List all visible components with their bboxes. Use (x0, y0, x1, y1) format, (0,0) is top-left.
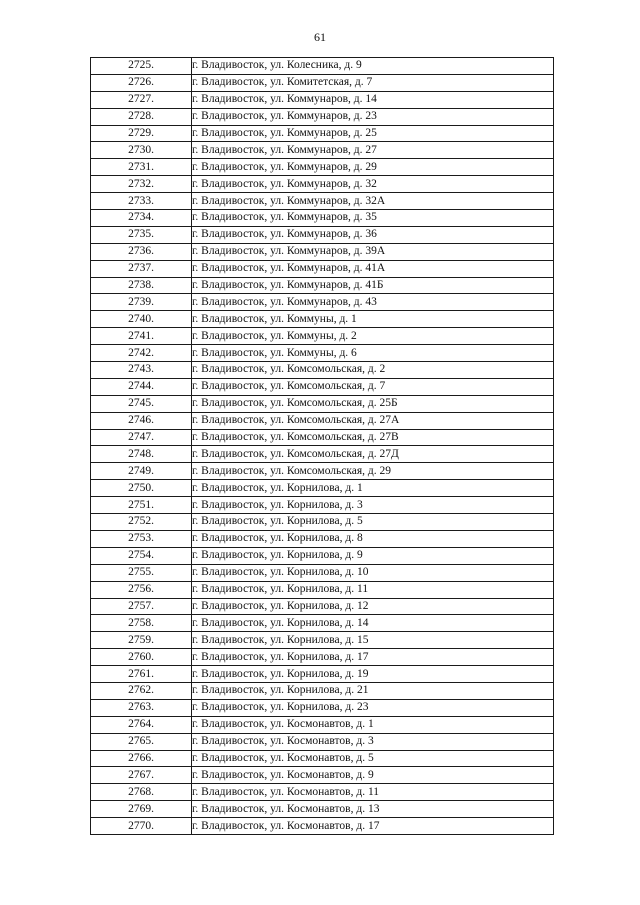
table-row (91, 632, 554, 649)
address-cell: г. Владивосток, ул. Коммунаров, д. 23 (192, 108, 554, 125)
row-number-cell: 2741. (91, 328, 192, 345)
address-cell: г. Владивосток, ул. Корнилова, д. 1 (192, 480, 554, 497)
table-row (91, 378, 554, 395)
address-cell: г. Владивосток, ул. Космонавтов, д. 9 (192, 767, 554, 784)
table-row (91, 125, 554, 142)
table-row (91, 530, 554, 547)
table-row (91, 733, 554, 750)
address-cell: г. Владивосток, ул. Космонавтов, д. 3 (192, 733, 554, 750)
address-cell: г. Владивосток, ул. Комсомольская, д. 27Д (192, 446, 554, 463)
table-row (91, 767, 554, 784)
row-number-cell: 2764. (91, 716, 192, 733)
row-number-cell: 2735. (91, 226, 192, 243)
row-number-cell: 2765. (91, 733, 192, 750)
address-cell: г. Владивосток, ул. Корнилова, д. 8 (192, 530, 554, 547)
address-cell: г. Владивосток, ул. Корнилова, д. 12 (192, 598, 554, 615)
table-row (91, 598, 554, 615)
table-row (91, 497, 554, 514)
row-number-cell: 2753. (91, 530, 192, 547)
table-row (91, 818, 554, 835)
table-row (91, 463, 554, 480)
address-cell: г. Владивосток, ул. Коммунаров, д. 43 (192, 294, 554, 311)
table-row (91, 480, 554, 497)
row-number-cell: 2768. (91, 784, 192, 801)
row-number-cell: 2730. (91, 142, 192, 159)
table-row (91, 108, 554, 125)
table-row (91, 210, 554, 227)
row-number-cell: 2743. (91, 362, 192, 379)
address-cell: г. Владивосток, ул. Космонавтов, д. 11 (192, 784, 554, 801)
row-number-cell: 2752. (91, 514, 192, 531)
row-number-cell: 2756. (91, 581, 192, 598)
table-row (91, 328, 554, 345)
table-row (91, 142, 554, 159)
address-cell: г. Владивосток, ул. Коммунаров, д. 36 (192, 226, 554, 243)
row-number-cell: 2737. (91, 260, 192, 277)
row-number-cell: 2767. (91, 767, 192, 784)
row-number-cell: 2739. (91, 294, 192, 311)
address-cell: г. Владивосток, ул. Коммуны, д. 6 (192, 345, 554, 362)
table-row (91, 564, 554, 581)
table-row (91, 260, 554, 277)
address-cell: г. Владивосток, ул. Комсомольская, д. 7 (192, 378, 554, 395)
table-row (91, 784, 554, 801)
row-number-cell: 2734. (91, 210, 192, 227)
row-number-cell: 2746. (91, 412, 192, 429)
address-cell: г. Владивосток, ул. Коммуны, д. 2 (192, 328, 554, 345)
table-row (91, 547, 554, 564)
table-row (91, 243, 554, 260)
address-cell: г. Владивосток, ул. Корнилова, д. 9 (192, 547, 554, 564)
table-row (91, 429, 554, 446)
address-cell: г. Владивосток, ул. Коммунаров, д. 14 (192, 91, 554, 108)
row-number-cell: 2742. (91, 345, 192, 362)
row-number-cell: 2761. (91, 666, 192, 683)
row-number-cell: 2729. (91, 125, 192, 142)
row-number-cell: 2740. (91, 311, 192, 328)
row-number-cell: 2731. (91, 159, 192, 176)
address-cell: г. Владивосток, ул. Коммуны, д. 1 (192, 311, 554, 328)
address-cell: г. Владивосток, ул. Корнилова, д. 14 (192, 615, 554, 632)
row-number-cell: 2760. (91, 649, 192, 666)
table-row (91, 699, 554, 716)
address-cell: г. Владивосток, ул. Коммунаров, д. 27 (192, 142, 554, 159)
address-table-body (91, 58, 554, 835)
table-row (91, 395, 554, 412)
row-number-cell: 2750. (91, 480, 192, 497)
row-number-cell: 2755. (91, 564, 192, 581)
address-cell: г. Владивосток, ул. Коммунаров, д. 41А (192, 260, 554, 277)
table-row (91, 514, 554, 531)
table-row (91, 159, 554, 176)
address-cell: г. Владивосток, ул. Космонавтов, д. 17 (192, 818, 554, 835)
table-row (91, 682, 554, 699)
row-number-cell: 2754. (91, 547, 192, 564)
row-number-cell: 2770. (91, 818, 192, 835)
address-cell: г. Владивосток, ул. Коммунаров, д. 39А (192, 243, 554, 260)
table-row (91, 176, 554, 193)
row-number-cell: 2748. (91, 446, 192, 463)
address-cell: г. Владивосток, ул. Комсомольская, д. 29 (192, 463, 554, 480)
row-number-cell: 2726. (91, 74, 192, 91)
address-cell: г. Владивосток, ул. Корнилова, д. 23 (192, 699, 554, 716)
address-cell: г. Владивосток, ул. Колесника, д. 9 (192, 58, 554, 75)
address-cell: г. Владивосток, ул. Комсомольская, д. 2 (192, 362, 554, 379)
address-cell: г. Владивосток, ул. Космонавтов, д. 5 (192, 750, 554, 767)
table-row (91, 226, 554, 243)
page-number: 61 (314, 30, 326, 44)
address-cell: г. Владивосток, ул. Корнилова, д. 3 (192, 497, 554, 514)
row-number-cell: 2747. (91, 429, 192, 446)
row-number-cell: 2745. (91, 395, 192, 412)
address-cell: г. Владивосток, ул. Комсомольская, д. 27А (192, 412, 554, 429)
row-number-cell: 2728. (91, 108, 192, 125)
row-number-cell: 2738. (91, 277, 192, 294)
address-cell: г. Владивосток, ул. Космонавтов, д. 13 (192, 801, 554, 818)
row-number-cell: 2744. (91, 378, 192, 395)
table-row (91, 716, 554, 733)
address-cell: г. Владивосток, ул. Коммунаров, д. 29 (192, 159, 554, 176)
row-number-cell: 2732. (91, 176, 192, 193)
address-cell: г. Владивосток, ул. Коммунаров, д. 35 (192, 210, 554, 227)
table-row (91, 649, 554, 666)
table-row (91, 801, 554, 818)
table-row (91, 446, 554, 463)
table-row (91, 294, 554, 311)
address-cell: г. Владивосток, ул. Коммунаров, д. 41Б (192, 277, 554, 294)
address-cell: г. Владивосток, ул. Коммунаров, д. 25 (192, 125, 554, 142)
table-row (91, 666, 554, 683)
row-number-cell: 2769. (91, 801, 192, 818)
address-cell: г. Владивосток, ул. Корнилова, д. 11 (192, 581, 554, 598)
table-row (91, 615, 554, 632)
row-number-cell: 2733. (91, 193, 192, 210)
table-row (91, 91, 554, 108)
table-row (91, 362, 554, 379)
table-row (91, 311, 554, 328)
row-number-cell: 2766. (91, 750, 192, 767)
table-row (91, 345, 554, 362)
address-cell: г. Владивосток, ул. Комитетская, д. 7 (192, 74, 554, 91)
row-number-cell: 2725. (91, 58, 192, 75)
address-cell: г. Владивосток, ул. Комсомольская, д. 27В (192, 429, 554, 446)
row-number-cell: 2757. (91, 598, 192, 615)
table-row (91, 581, 554, 598)
address-cell: г. Владивосток, ул. Корнилова, д. 15 (192, 632, 554, 649)
table-row (91, 74, 554, 91)
row-number-cell: 2762. (91, 682, 192, 699)
address-cell: г. Владивосток, ул. Корнилова, д. 10 (192, 564, 554, 581)
row-number-cell: 2751. (91, 497, 192, 514)
address-cell: г. Владивосток, ул. Корнилова, д. 21 (192, 682, 554, 699)
row-number-cell: 2736. (91, 243, 192, 260)
row-number-cell: 2727. (91, 91, 192, 108)
address-cell: г. Владивосток, ул. Коммунаров, д. 32 (192, 176, 554, 193)
address-table (90, 57, 554, 835)
table-row (91, 193, 554, 210)
row-number-cell: 2749. (91, 463, 192, 480)
address-cell: г. Владивосток, ул. Корнилова, д. 5 (192, 514, 554, 531)
address-cell: г. Владивосток, ул. Корнилова, д. 19 (192, 666, 554, 683)
table-row (91, 277, 554, 294)
row-number-cell: 2759. (91, 632, 192, 649)
address-cell: г. Владивосток, ул. Комсомольская, д. 25Б (192, 395, 554, 412)
table-row (91, 412, 554, 429)
row-number-cell: 2763. (91, 699, 192, 716)
table-row (91, 750, 554, 767)
row-number-cell: 2758. (91, 615, 192, 632)
address-cell: г. Владивосток, ул. Космонавтов, д. 1 (192, 716, 554, 733)
table-row (91, 58, 554, 75)
address-cell: г. Владивосток, ул. Корнилова, д. 17 (192, 649, 554, 666)
address-cell: г. Владивосток, ул. Коммунаров, д. 32А (192, 193, 554, 210)
